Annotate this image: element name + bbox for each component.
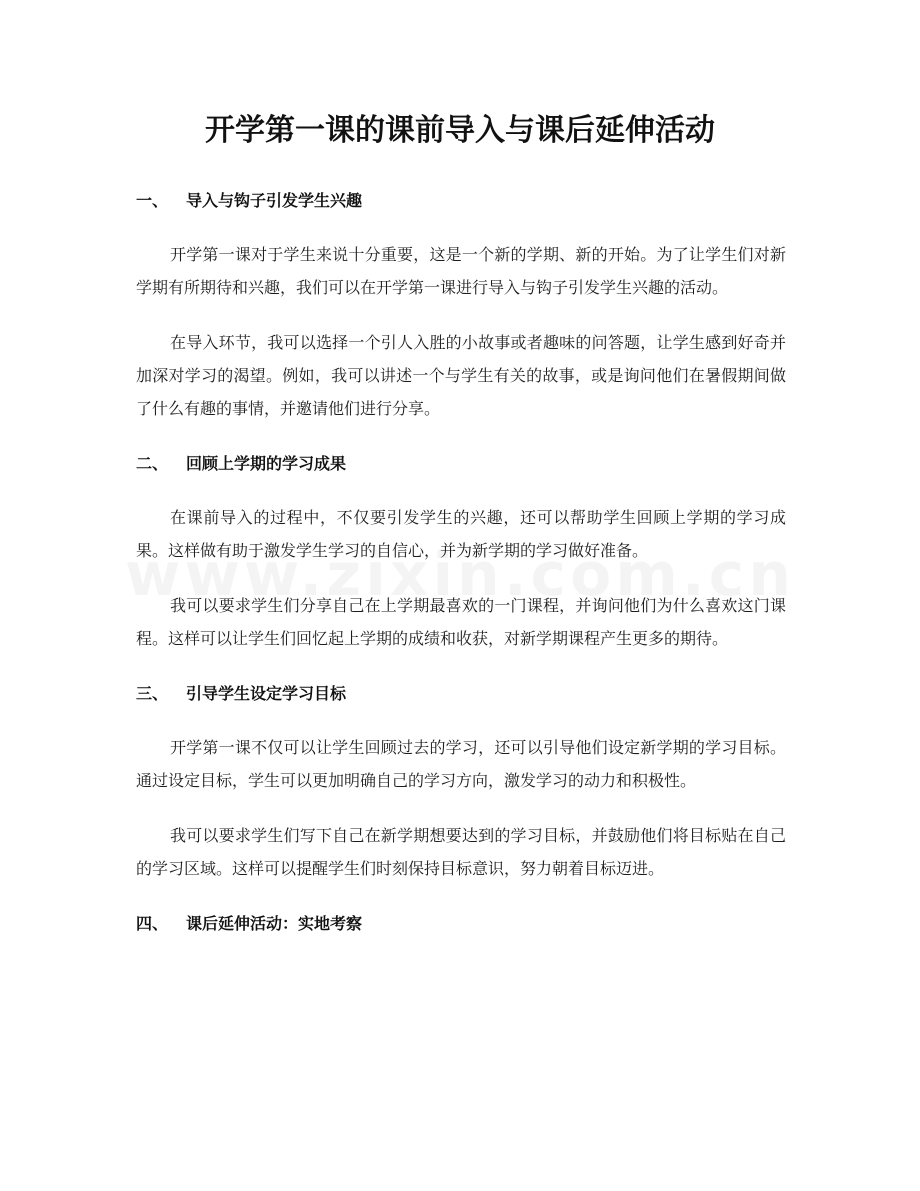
paragraph: 开学第一课不仅可以让学生回顾过去的学习，还可以引导他们设定新学期的学习目标。通过设定目标，学生可以更加明确自己的学习方向，激发学习的动力和积极性。 <box>136 738 786 790</box>
paragraph: 在课前导入的过程中，不仅要引发学生的兴趣，还可以帮助学生回顾上学期的学习成果。这样做有助于激发学生学习的自信心，并为新学期的学习做好准备。 <box>136 508 786 560</box>
section-number: 四、 <box>136 914 169 933</box>
section-heading <box>136 449 786 479</box>
paragraph: 开学第一课对于学生来说十分重要，这是一个新的学期、新的开始。为了让学生们对新学期有所期待和兴趣，我们可以在开学第一课进行导入与钩子引发学生兴趣的活动。 <box>136 245 786 297</box>
section-title: 导入与钩子引发学生兴趣 <box>186 191 363 210</box>
paragraph: 在导入环节，我可以选择一个引人入胜的小故事或者趣味的问答题，让学生感到好奇并加深对学习的渴望。例如，我可以讲述一个与学生有关的故事，或是询问他们在暑假期间做了什么有趣的事情，并邀请他们进行分享。 <box>136 333 786 418</box>
document-title: 开学第一课的课前导入与课后延伸活动 <box>205 113 715 148</box>
section-heading <box>136 909 786 939</box>
section-heading <box>136 186 786 216</box>
section-1 <box>136 186 786 425</box>
section-number: 三、 <box>136 684 169 703</box>
paragraph: 我可以要求学生们写下自己在新学期想要达到的学习目标，并鼓励他们将目标贴在自己的学习区域。这样可以提醒学生们时刻保持目标意识，努力朝着目标迈进。 <box>136 826 786 878</box>
section-2 <box>136 449 786 655</box>
section-3 <box>136 679 786 885</box>
paragraph: 我可以要求学生们分享自己在上学期最喜欢的一门课程，并询问他们为什么喜欢这门课程。这样可以让学生们回忆起上学期的成绩和收获，对新学期课程产生更多的期待。 <box>136 596 786 648</box>
section-title: 回顾上学期的学习成果 <box>186 454 347 473</box>
section-heading <box>136 679 786 709</box>
section-title: 引导学生设定学习目标 <box>186 684 347 703</box>
section-title: 课后延伸活动：实地考察 <box>186 914 363 933</box>
section-number: 一、 <box>136 191 169 210</box>
section-4 <box>136 909 786 939</box>
document-body <box>136 186 786 939</box>
section-number: 二、 <box>136 454 169 473</box>
